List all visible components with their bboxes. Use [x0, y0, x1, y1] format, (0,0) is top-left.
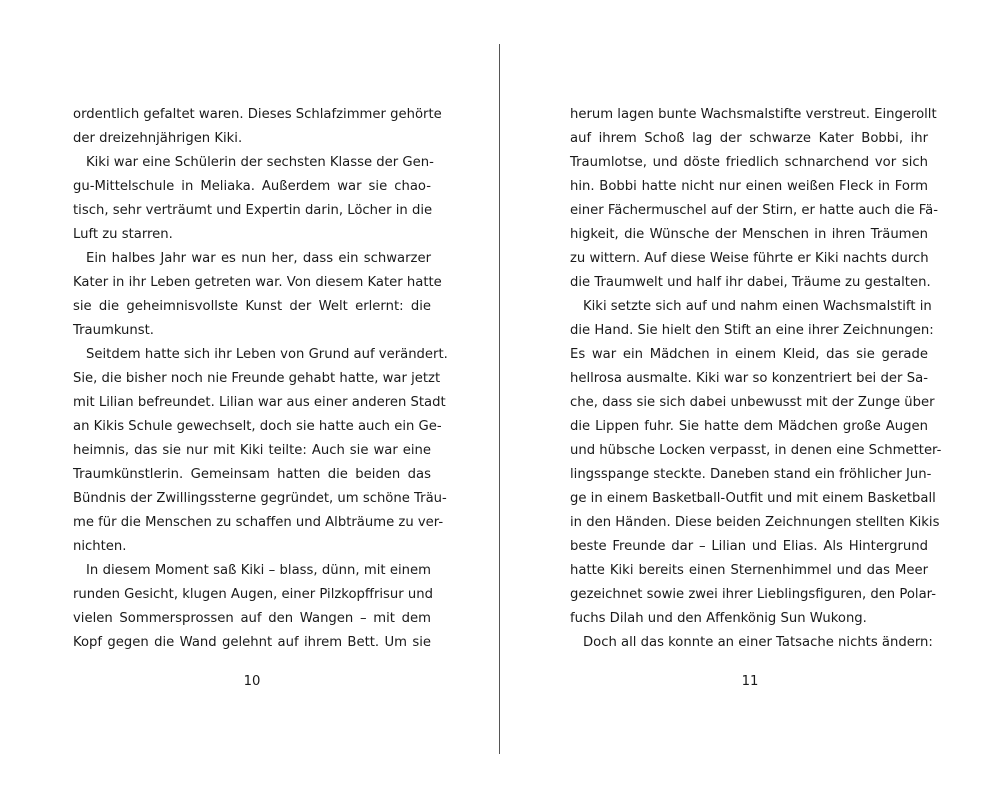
text-line: che, dass sie sich dabei unbewusst mit der Zunge über — [570, 395, 935, 410]
text-line: hin. Bobbi hatte nicht nur einen weißen Fleck in Form — [570, 179, 928, 194]
text-line: hellrosa ausmalte. Kiki war so konzentriert bei der Sa- — [570, 371, 928, 386]
text-line: Doch all das konnte an einer Tatsache nichts ändern: — [583, 635, 933, 650]
text-line: die Traumwelt und half ihr dabei, Träume zu gestalten. — [570, 275, 931, 290]
text-line: ordentlich gefaltet waren. Dieses Schlafzimmer gehörte — [73, 107, 442, 122]
page-number-right: 11 — [741, 674, 759, 689]
text-line: lingsspange steckte. Daneben stand ein fröhlicher Jun- — [570, 467, 932, 482]
text-line: Kopf gegen die Wand gelehnt auf ihrem Bett. Um sie — [73, 635, 431, 650]
text-line: der dreizehnjährigen Kiki. — [73, 131, 243, 146]
text-line: in den Händen. Diese beiden Zeichnungen stellten Kikis — [570, 515, 940, 530]
text-line: zu wittern. Auf diese Weise führte er Kiki nachts durch — [570, 251, 929, 266]
text-line: Traumkünstlerin. Gemeinsam hatten die beiden das — [73, 467, 431, 482]
text-line: Bündnis der Zwillingssterne gegründet, um schöne Träu- — [73, 491, 447, 506]
text-line: und hübsche Locken verpasst, in denen eine Schmetter- — [570, 443, 942, 458]
text-line: Luft zu starren. — [73, 227, 173, 242]
text-line: me für die Menschen zu schaffen und Albträume zu ver- — [73, 515, 444, 530]
text-line: ge in einem Basketball-Outfit und mit einem Basketball — [570, 491, 936, 506]
text-line: beste Freunde dar – Lilian und Elias. Als Hintergrund — [570, 539, 928, 554]
text-line: sie die geheimnisvollste Kunst der Welt erlernt: die — [73, 299, 431, 314]
text-line: hatte Kiki bereits einen Sternenhimmel und das Meer — [570, 563, 928, 578]
text-line: einer Fächermuschel auf der Stirn, er hatte auch die Fä- — [570, 203, 938, 218]
text-line: Sie, die bisher noch nie Freunde gehabt hatte, war jetzt — [73, 371, 441, 386]
text-line: runden Gesicht, klugen Augen, einer Pilzkopffrisur und — [73, 587, 433, 602]
text-line: higkeit, die Wünsche der Menschen in ihren Träumen — [570, 227, 928, 242]
text-line: tisch, sehr verträumt und Expertin darin, Löcher in die — [73, 203, 433, 218]
right-page — [570, 103, 942, 655]
text-line: Kiki setzte sich auf und nahm einen Wachsmalstift in — [583, 299, 932, 314]
text-line: nichten. — [73, 539, 127, 554]
text-line: Ein halbes Jahr war es nun her, dass ein schwarzer — [86, 251, 431, 266]
text-line: die Lippen fuhr. Sie hatte dem Mädchen große Augen — [570, 419, 928, 434]
text-line: Seitdem hatte sich ihr Leben von Grund auf verändert. — [86, 347, 448, 362]
text-line: Es war ein Mädchen in einem Kleid, das sie gerade — [570, 347, 928, 362]
text-line: Traumkunst. — [73, 323, 155, 338]
text-line: fuchs Dilah und den Affenkönig Sun Wukong. — [570, 611, 867, 626]
page-number-left: 10 — [243, 674, 261, 689]
text-line: gezeichnet sowie zwei ihrer Lieblingsfiguren, den Polar- — [570, 587, 936, 602]
text-line: mit Lilian befreundet. Lilian war aus einer anderen Stadt — [73, 395, 446, 410]
text-line: auf ihrem Schoß lag der schwarze Kater Bobbi, ihr — [570, 131, 928, 146]
text-line: heimnis, das sie nur mit Kiki teilte: Auch sie war eine — [73, 443, 431, 458]
text-line: herum lagen bunte Wachsmalstifte verstreut. Eingerollt — [570, 107, 937, 122]
text-line: Kiki war eine Schülerin der sechsten Klasse der Gen- — [86, 155, 434, 170]
text-line: gu-Mittelschule in Meliaka. Außerdem war sie chao- — [73, 179, 431, 194]
page-gutter-divider — [499, 44, 500, 754]
text-line: Traumlotse, und döste friedlich schnarchend vor sich — [570, 155, 928, 170]
left-page — [73, 103, 448, 655]
text-line: vielen Sommersprossen auf den Wangen – mit dem — [73, 611, 431, 626]
text-line: In diesem Moment saß Kiki – blass, dünn, mit einem — [86, 563, 431, 578]
text-line: Kater in ihr Leben getreten war. Von diesem Kater hatte — [73, 275, 442, 290]
text-line: an Kikis Schule gewechselt, doch sie hatte auch ein Ge- — [73, 419, 442, 434]
text-line: die Hand. Sie hielt den Stift an eine ihrer Zeichnungen: — [570, 323, 934, 338]
